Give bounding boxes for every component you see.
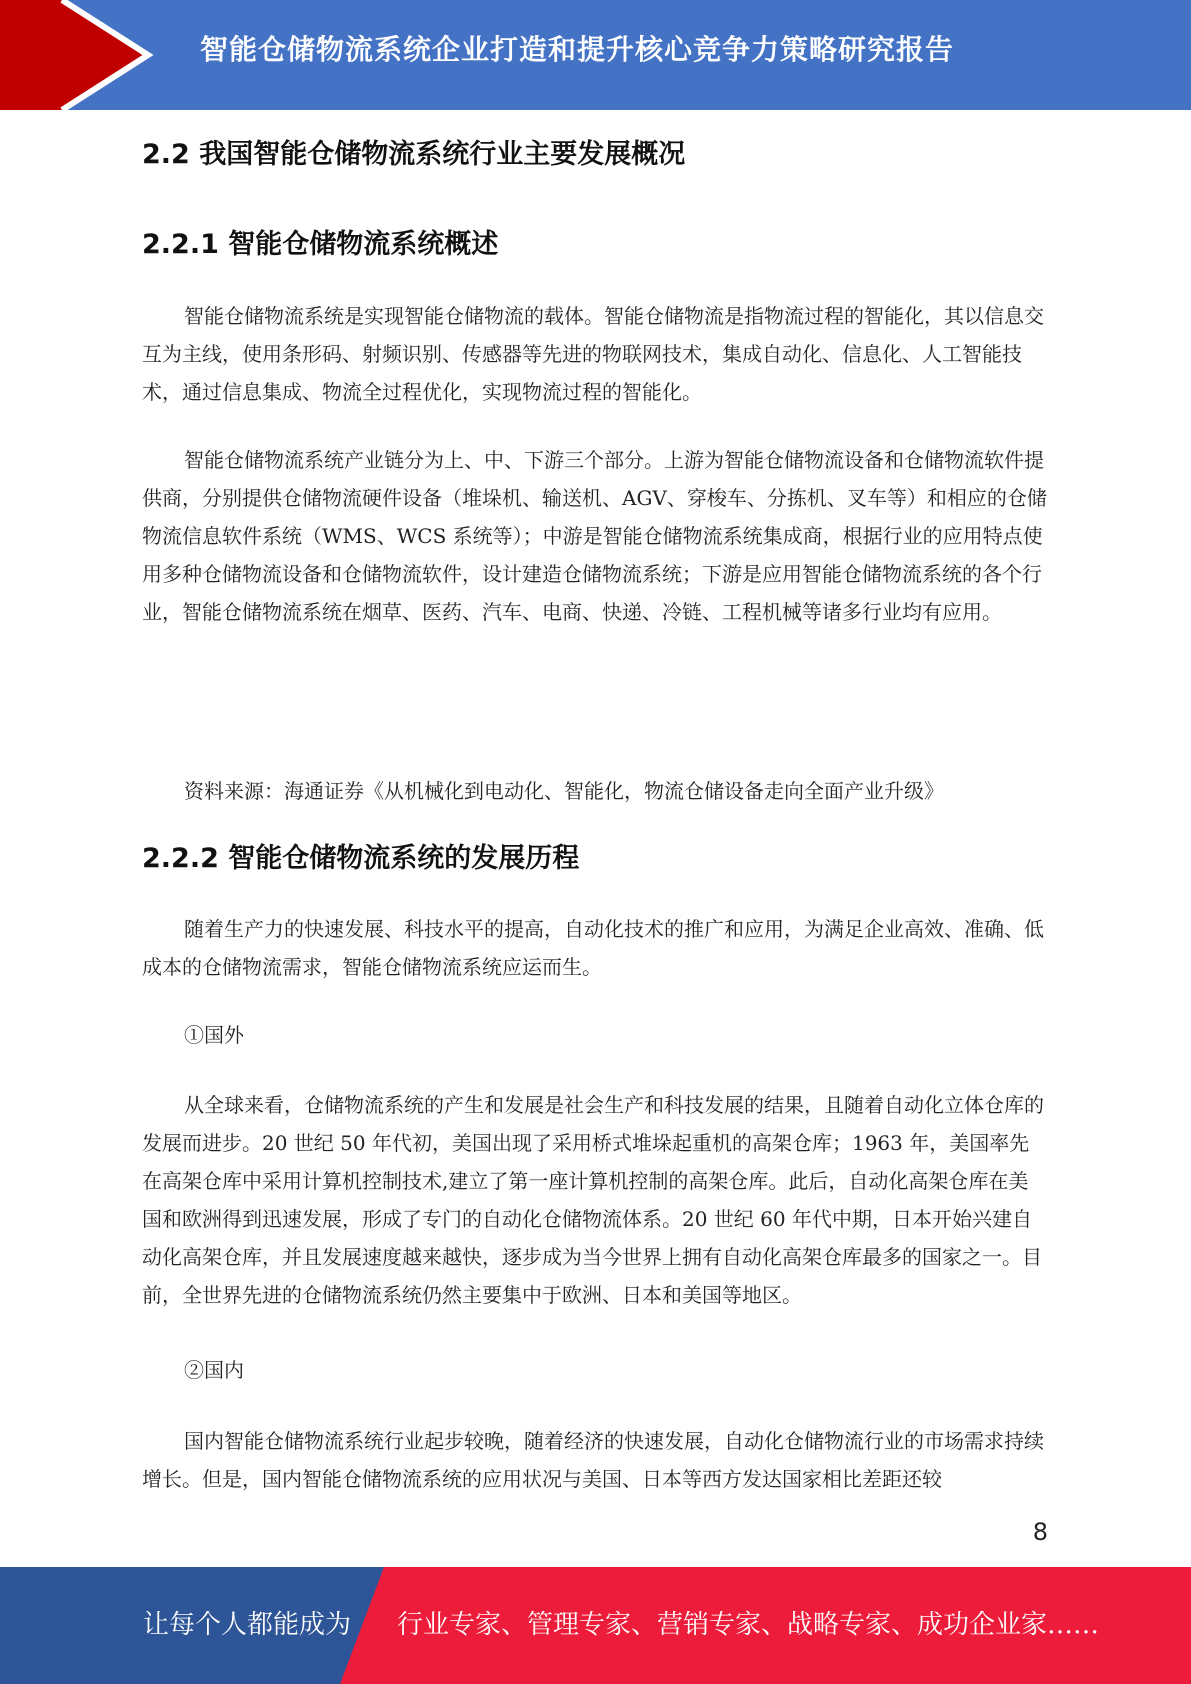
- section-heading-2-2-1: 2.2.1 智能仓储物流系统概述: [142, 229, 499, 260]
- paragraph-industry-chain: 智能仓储物流系统产业链分为上、中、下游三个部分。上游为智能仓储物流设备和仓储物流软件提供商，分别提供仓储物流硬件设备（堆垛机、输送机、AGV、穿梭车、分拣机、叉车等）和相应的仓储物流信息软件系统（WMS、WCS 系统等）；中游是智能仓储物流系统集成商，根据行业的应用特点使用多种仓储物流设备和仓储物流软件，设计建造仓储物流系统；下游是应用智能仓储物流系统的各个行业，智能仓储物流系统在烟草、医药、汽车、电商、快递、冷链、工程机械等诸多行业均有应用。: [142, 448, 1047, 624]
- footer-slogan-left: 让每个人都能成为: [143, 1610, 352, 1640]
- paragraph-foreign: 从全球来看，仓储物流系统的产生和发展是社会生产和科技发展的结果，且随着自动化立体仓库的发展而进步。20 世纪 50 年代初，美国出现了采用桥式堆垛起重机的高架仓库；1963 年，美国率先在高架仓库中采用计算机控制技术,建立了第一座计算机控制的高架仓库。此后，自动化高架仓库在美国和欧洲得到迅速发展，形成了专门的自动化仓储物流体系。20 世纪 60 年代中期，日本开始兴建自动化高架仓库，并且发展速度越来越快，逐步成为当今世界上拥有自动化高架仓库最多的国家之一。目前，全世界先进的仓储物流系统仍然主要集中于欧洲、日本和美国等地区。: [142, 1093, 1044, 1307]
- header-banner: [0, 0, 1191, 110]
- source-note: 资料来源：海通证券《从机械化到电动化、智能化，物流仓储设备走向全面产业升级》: [184, 779, 944, 803]
- label-foreign: ①国外: [184, 1023, 244, 1047]
- paragraph-domestic: 国内智能仓储物流系统行业起步较晚，随着经济的快速发展，自动化仓储物流行业的市场需求持续增长。但是，国内智能仓储物流系统的应用状况与美国、日本等西方发达国家相比差距还较: [142, 1429, 1044, 1491]
- report-title: 智能仓储物流系统企业打造和提升核心竞争力策略研究报告: [200, 33, 955, 66]
- footer-banner: [0, 1567, 1191, 1684]
- section-heading-2-2: 2.2 我国智能仓储物流系统行业主要发展概况: [142, 139, 686, 170]
- label-domestic: ②国内: [184, 1358, 244, 1382]
- page-number: 8: [1032, 1518, 1048, 1546]
- footer-slogan-right: 行业专家、管理专家、营销专家、战略专家、成功企业家……: [397, 1610, 1100, 1640]
- section-heading-2-2-2: 2.2.2 智能仓储物流系统的发展历程: [142, 843, 580, 874]
- paragraph-overview: 智能仓储物流系统是实现智能仓储物流的载体。智能仓储物流是指物流过程的智能化，其以信息交互为主线，使用条形码、射频识别、传感器等先进的物联网技术，集成自动化、信息化、人工智能技术，通过信息集成、物流全过程优化，实现物流过程的智能化。: [142, 304, 1044, 404]
- paragraph-intro: 随着生产力的快速发展、科技水平的提高，自动化技术的推广和应用，为满足企业高效、准确、低成本的仓储物流需求，智能仓储物流系统应运而生。: [142, 917, 1044, 979]
